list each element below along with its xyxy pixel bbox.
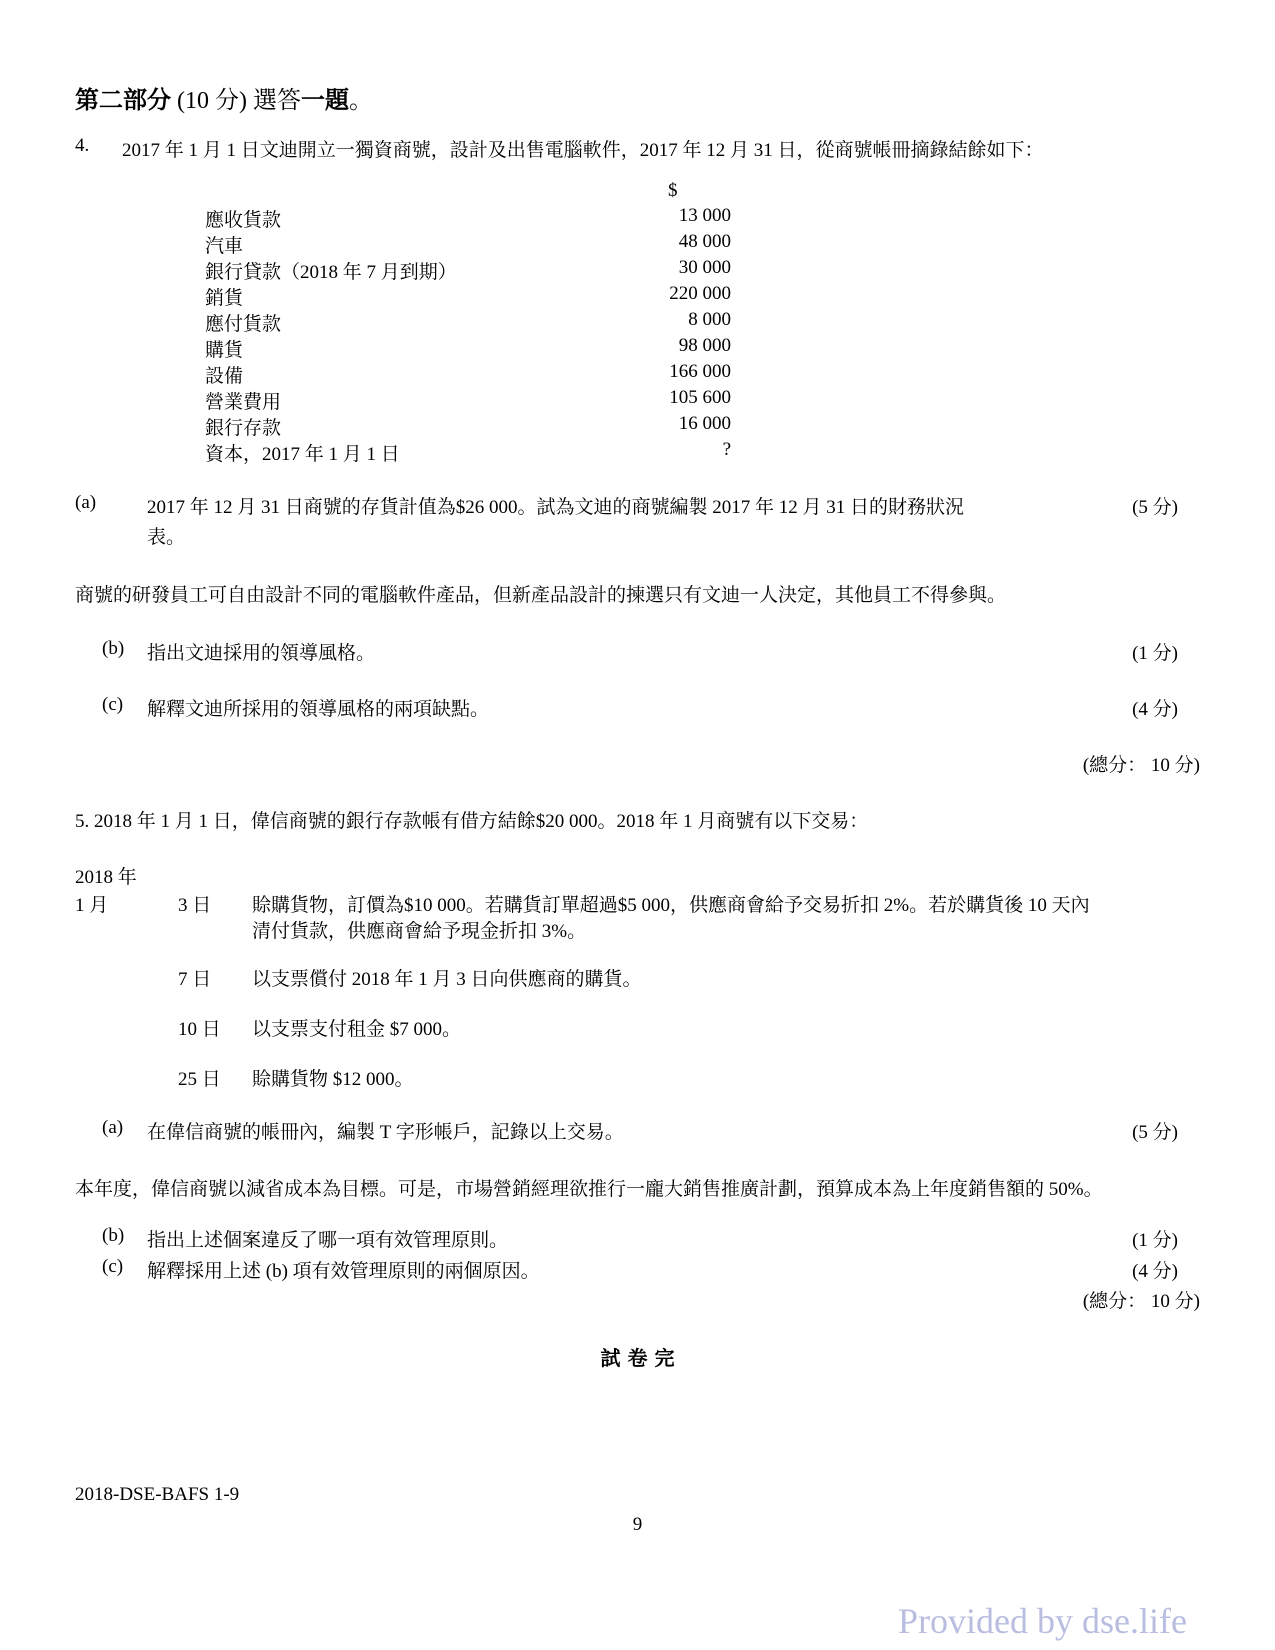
q4a-label: (a) (75, 492, 97, 513)
balance-name: 購貨 (205, 340, 244, 361)
part-heading: 第二部分 (10 分) 選答一題。 (75, 86, 373, 114)
transaction-text: 賒購貨物 $12 000。 (252, 1069, 414, 1090)
q5b-marks: (1 分) (1132, 1230, 1178, 1251)
q4a-text-line1: 2017 年 12 月 31 日商號的存貨計值為$26 000。試為文迪的商號編製 2017 年 12 月 31 日的財務狀況 (147, 497, 965, 518)
transaction-day: 7 日 (178, 969, 212, 990)
balance-name: 應收貨款 (205, 210, 282, 231)
balance-value: 8 000 (688, 309, 731, 330)
balance-value: ? (722, 439, 731, 460)
end-of-paper: 試 卷 完 (600, 1346, 675, 1370)
balance-name: 營業費用 (205, 392, 282, 413)
q4b-text: 指出文迪採用的領導風格。 (147, 643, 376, 664)
watermark: Provided by dse.life (898, 1601, 1187, 1641)
q5-month: 1 月 (75, 895, 109, 916)
transaction-day: 3 日 (178, 895, 212, 916)
q5-total-marks: (總分： 10 分) (1082, 1291, 1200, 1312)
transaction-day: 10 日 (178, 1019, 221, 1040)
q4-total-marks: (總分： 10 分) (1082, 755, 1200, 776)
q4-context: 商號的研發員工可自由設計不同的電腦軟件產品，但新產品設計的揀選只有文迪一人決定，其他員工不得參與。 (75, 585, 1007, 606)
transaction-text: 清付貨款，供應商會給予現金折扣 3%。 (252, 921, 587, 942)
balance-value: 30 000 (678, 257, 731, 278)
page-number: 9 (632, 1514, 643, 1535)
q4a-text-line2: 表。 (147, 527, 186, 548)
balance-value: 98 000 (678, 335, 731, 356)
balance-value: 13 000 (678, 205, 731, 226)
q5c-marks: (4 分) (1132, 1261, 1178, 1282)
q5a-marks: (5 分) (1132, 1122, 1178, 1143)
balance-value: 105 600 (669, 387, 731, 408)
q4c-text: 解釋文迪所採用的領導風格的兩項缺點。 (147, 699, 490, 720)
q5b-text: 指出上述個案違反了哪一項有效管理原則。 (147, 1230, 509, 1251)
q4b-label: (b) (102, 638, 125, 659)
balance-name: 銀行存款 (205, 418, 282, 439)
transaction-text: 以支票償付 2018 年 1 月 3 日向供應商的購貨。 (252, 969, 642, 990)
balance-value: 220 000 (669, 283, 731, 304)
transaction-text: 以支票支付租金 $7 000。 (252, 1019, 462, 1040)
q4c-marks: (4 分) (1132, 699, 1178, 720)
paper-code: 2018-DSE-BAFS 1-9 (75, 1484, 240, 1505)
balance-name: 設備 (205, 366, 244, 387)
q5a-text: 在偉信商號的帳冊內，編製 T 字形帳戶，記錄以上交易。 (147, 1122, 624, 1143)
balance-name: 銀行貸款（2018 年 7 月到期） (205, 262, 457, 283)
q5b-label: (b) (102, 1225, 125, 1246)
balance-name: 汽車 (205, 236, 244, 257)
balance-name: 資本，2017 年 1 月 1 日 (205, 444, 400, 465)
balance-name: 銷貨 (205, 288, 244, 309)
balance-name: 應付貨款 (205, 314, 282, 335)
q4c-label: (c) (102, 694, 124, 715)
currency-header: $ (668, 180, 678, 201)
q5a-label: (a) (102, 1117, 124, 1138)
transaction-day: 25 日 (178, 1069, 221, 1090)
q5c-label: (c) (102, 1256, 124, 1277)
q5-intro: 5. 2018 年 1 月 1 日，偉信商號的銀行存款帳有借方結餘$20 000。2018 年 1 月商號有以下交易： (75, 811, 869, 832)
balance-value: 48 000 (678, 231, 731, 252)
balance-value: 166 000 (669, 361, 731, 382)
q5-year: 2018 年 (75, 867, 137, 888)
q4-number: 4. (75, 135, 90, 156)
q4a-marks: (5 分) (1132, 497, 1178, 518)
q4b-marks: (1 分) (1132, 643, 1178, 664)
q5-context: 本年度，偉信商號以減省成本為目標。可是，市場營銷經理欲推行一龐大銷售推廣計劃，預算成本為上年度銷售額的 50%。 (75, 1179, 1103, 1200)
balance-value: 16 000 (678, 413, 731, 434)
q4-intro: 2017 年 1 月 1 日文迪開立一獨資商號，設計及出售電腦軟件，2017 年 12 月 31 日，從商號帳冊摘錄結餘如下： (122, 140, 1044, 161)
q5c-text: 解釋採用上述 (b) 項有效管理原則的兩個原因。 (147, 1261, 540, 1282)
transaction-text: 賒購貨物，訂價為$10 000。若購貨訂單超過$5 000，供應商會給予交易折扣 2%。若於購貨後 10 天內 (252, 895, 1090, 916)
